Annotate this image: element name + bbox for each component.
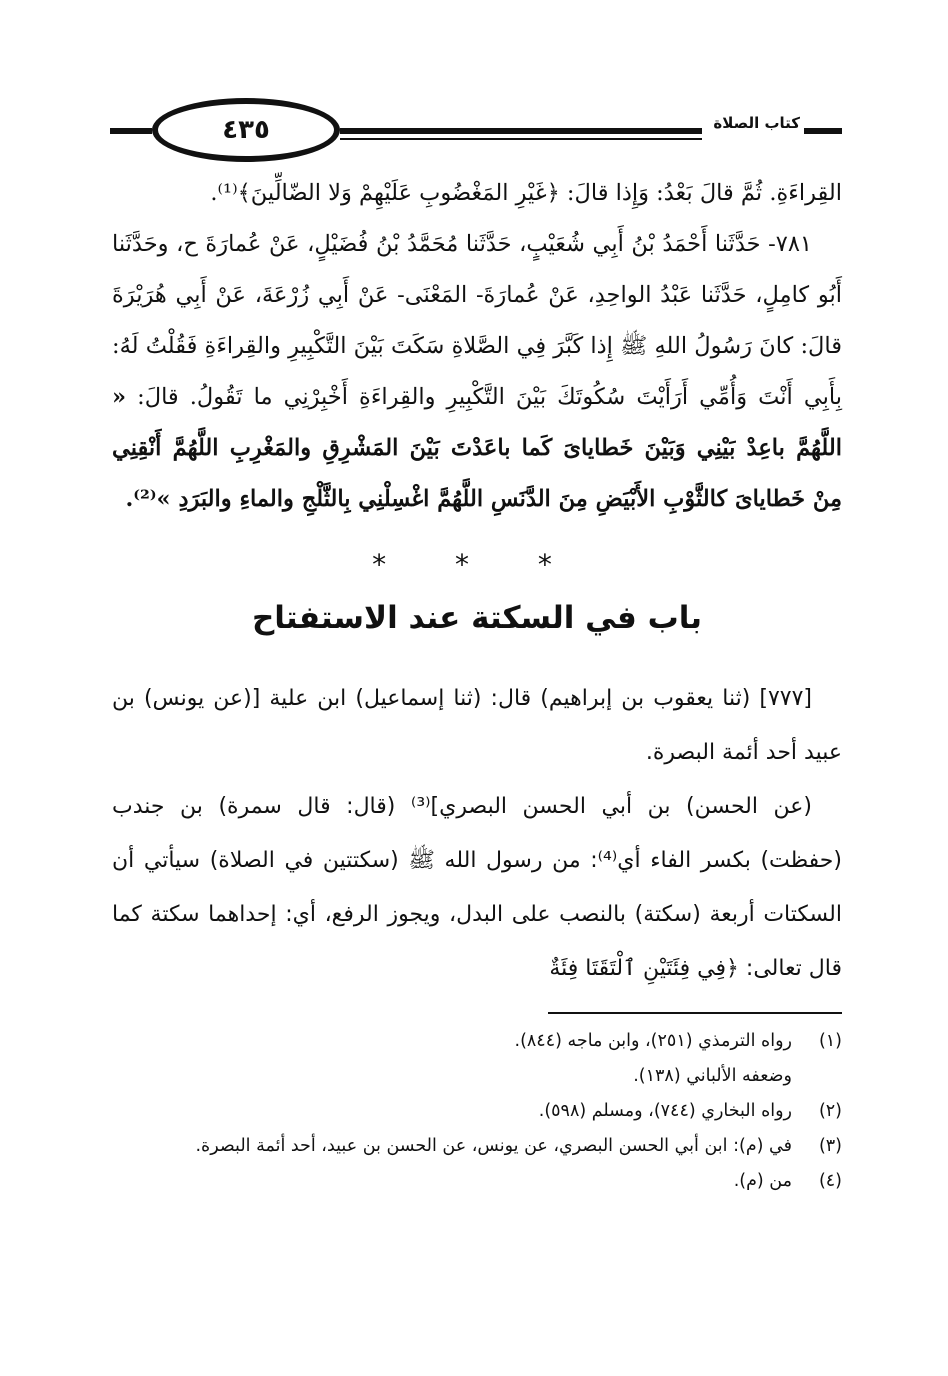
commentary-text [112, 672, 842, 996]
footnote-number: (٤) [818, 1171, 842, 1191]
footnote-text: رواه الترمذي (٢٥١)، وابن ماجه (٨٤٤). [514, 1031, 792, 1051]
page-number: ٤٣٥ [222, 115, 270, 145]
page-header [110, 98, 842, 164]
commentary-paragraph-2: (عن الحسن) بن أبي الحسن البصري]⁽³⁾ (قال: قال سمرة) بن جندب (حفظت) بكسر الفاء أي⁽⁴⁾: من رسول الله ﷺ (سكتتين في الصلاة) سيأتي أن السكتات أربعة (سكتة) بالنصب على البدل، ويجوز الرفع، أي: إحداهما سكتة كما قال تعالى: ﴿فِي فِئَتَيْنِ ٱلْتَقَتَا فِئَةٌ [112, 794, 842, 981]
hadith-paragraph [112, 219, 842, 525]
header-rule-thin [340, 138, 702, 140]
footnote-divider [548, 1012, 842, 1014]
header-rule-middle [340, 128, 702, 134]
footnote-text: في (م): ابن أبي الحسن البصري، عن يونس، عن الحسن بن عبيد، أحد أئمة البصرة. [195, 1136, 792, 1156]
footnote-text: من (م). [733, 1171, 792, 1191]
page-number-badge [152, 98, 340, 162]
hadith-text [112, 168, 842, 525]
hadith-previous-line: القِراءَةِ. ثُمَّ قالَ بَعْدُ: وَإِذا قالَ: ﴿غَيْرِ المَغْضُوبِ عَلَيْهِمْ وَلا الضّالِّينَ﴾⁽¹⁾. [210, 180, 842, 206]
running-title: كتاب الصلاة [713, 114, 800, 132]
commentary-paragraph-1: [٧٧٧] (ثنا يعقوب بن إبراهيم) قال: (ثنا إسماعيل) ابن علية [(عن يونس) بن عبيد أحد أئمة البصرة. [112, 686, 842, 765]
header-rule-right [804, 128, 842, 134]
hadith-isnad: ٧٨١- حَدَّثَنا أَحْمَدُ بْنُ أَبِي شُعَيْبٍ، حَدَّثَنا مُحَمَّدُ بْنُ فُضَيْلٍ، عَنْ عُمارَةَ ح، وحَدَّثَنا أَبُو كامِلٍ، حَدَّثَنا عَبْدُ الواحِدِ، عَنْ عُمارَةَ- المَعْنَى- عَنْ أَبِي زُرْعَةَ، عَنْ أَبِي هُرَيْرَةَ قالَ: كانَ رَسُولُ اللهِ ﷺ إِذا كَبَّرَ فِي الصَّلاةِ سَكَتَ بَيْنَ التَّكْبِيرِ والقِراءَةِ فَقُلْتُ لَهُ: بِأَبِي أَنْتَ وَأُمِّي أَرَأَيْتَ سُكُوتَكَ بَيْنَ التَّكْبِيرِ والقِراءَةِ أَخْبِرْنِي ما تَقُولُ. قالَ: [112, 231, 842, 410]
footnote-number: (٣) [818, 1136, 842, 1156]
footnote-text: رواه البخاري (٧٤٤)، ومسلم (٥٩٨). [538, 1101, 792, 1121]
footnote-continuation: وضعفه الألباني (١٣٨). [633, 1066, 792, 1086]
section-separator: * * * [372, 548, 582, 581]
header-rule-left [110, 128, 152, 134]
footnotes [112, 1024, 842, 1199]
footnote-2 [112, 1094, 842, 1129]
footnote-number: (٢) [818, 1101, 842, 1121]
chapter-title: باب في السكتة عند الاستفتاح [251, 600, 703, 636]
footnote-number: (١) [818, 1031, 842, 1051]
footnote-4 [112, 1164, 842, 1199]
footnote-1 [112, 1024, 842, 1094]
footnote-3 [112, 1129, 842, 1164]
hadith-matn: « اللَّهُمَّ باعِدْ بَيْنِي وَبَيْنَ خَطاياىَ كَما باعَدْتَ بَيْنَ المَشْرِقِ والمَغْرِبِ اللَّهُمَّ أَنْقِنِي مِنْ خَطاياىَ كالثَّوْبِ الأَبْيَضِ مِنَ الدَّنَسِ اللَّهُمَّ اغْسِلْنِي بِالثَّلْجِ والماءِ والبَرَدِ »⁽²⁾. [112, 384, 842, 512]
